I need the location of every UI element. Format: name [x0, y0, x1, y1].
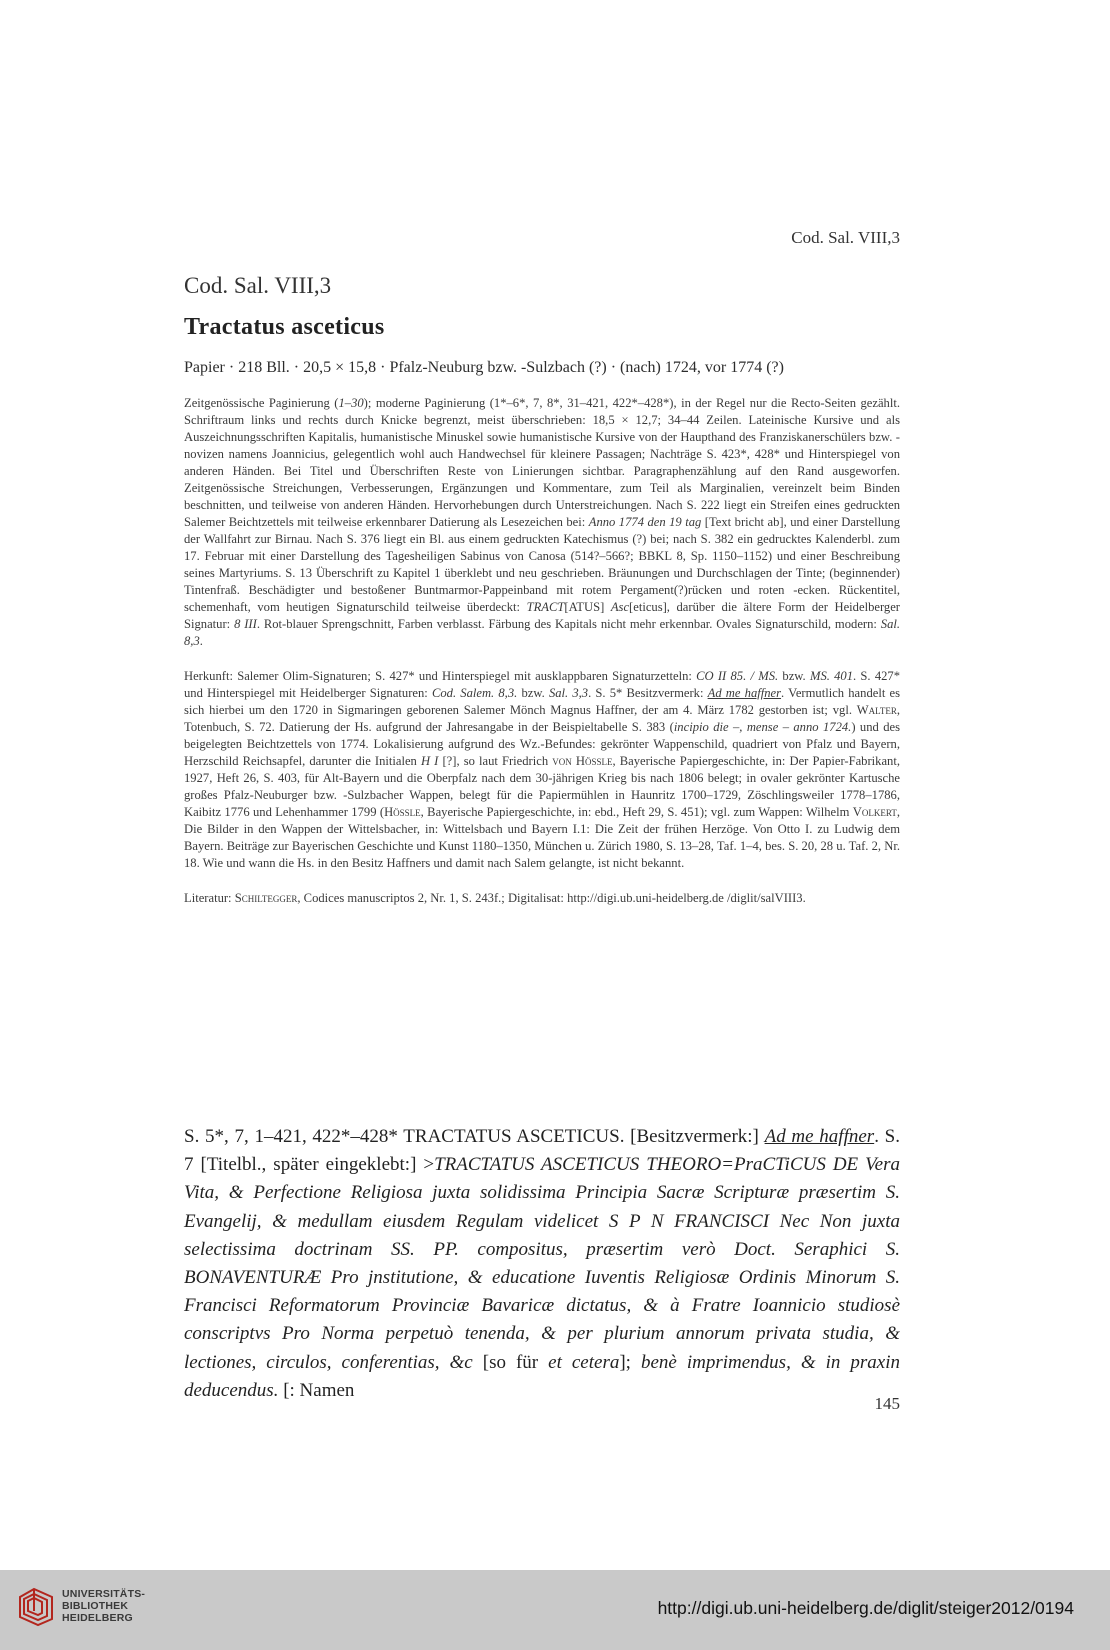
codicology-paragraph: Zeitgenössische Paginierung (1–30); moderne Paginierung (1*–6*, 7, 8*, 31–421, 422*–428*), in der Regel nur die Recto-Seiten gezählt. Schriftraum links und rechts durch Knicke begrenzt, meist überschrieben: 18,5 × 12,7; 34–44 Zeilen. Lateinische Kursive und als Auszeichnungsschriften Kapitalis, humanistische Minuskel sowie humanistische Kursive von der Haupthand des Franziskanerschülers bzw. -novizen namens Joannicius, gelegentlich wohl auch Handwechsel für kleinere Passagen; Nachträge S. 423*, 428* und Hinterspiegel von anderen Händen. Bei Titel und Überschriften Reste von Linierungen sichtbar. Paragraphenzählung auf den Rand ausgeworfen. Zeitgenössische Streichungen, Verbesserungen, Ergänzungen und Kommentare, zum Teil als Marginalien, vereinzelt beim Binden beschnitten, und teilweise von anderen Händen. Hervorhebungen durch Unterstreichungen. Nach S. 222 liegt ein Streifen eines gedruckten Salemer Beichtzettels mit teilweise erkennbarer Datierung als Lesezeichen bei: Anno 1774 den 19 tag [Text bricht ab], und einer Darstellung der Wallfahrt zur Birnau. Nach S. 376 liegt ein Bl. aus einem gedruckten Katechismus (?) bei; nach S. 382 ein gedrucktes Kalenderbl. zum 17. Februar mit einer Darstellung des Tagesheiligen Sabinus von Canosa (514?–566?; BBKL 8, Sp. 1150–1152) und einer Beschreibung seines Martyriums. S. 13 Überschrift zu Kapitel 1 überklebt und neu geschrieben. Bräunungen und Durchschlagen der Tinte; (beginnender) Tintenfraß. Beschädigter und bestoßener Buntmarmor-Pappeinband mit rotem Pergament(?)rücken und roten -ecken. Rückentitel, schemenhaft, vom heutigen Signaturschild teilweise überdeckt: TRACT[ATUS] Asc[eticus], darüber die ältere Form der Heidelberger Signatur: 8 III. Rot-blauer Sprengschnitt, Farben verblasst. Färbung des Kapitals nicht mehr erkennbar. Ovales Signaturschild, modern: Sal. 8,3. — [184, 396, 901, 648]
source-url[interactable]: http://digi.ub.uni-heidelberg.de/diglit/steiger2012/0194 — [657, 1598, 1074, 1618]
literature-paragraph: Literatur: Schiltegger, Codices manuscriptos 2, Nr. 1, S. 243f.; Digitalisat: http://digi.ub.uni-heidelberg.de /diglit/salVIII3. — [184, 891, 806, 905]
content-entry: S. 5*, 7, 1–421, 422*–428* TRACTATUS ASCETICUS. [Besitzvermerk:] Ad me haffner. S. 7 [Titelbl., später eingeklebt:] >TRACTATUS ASCETICUS THEORO=PraCTiCUS DE Vera Vita, & Perfectione Religiosa juxta solidissima Principia Sacræ Scripturæ præsertim S. Evangelij, & medullam eiusdem Regulam videlicet S P N FRANCISCI Nec Non juxta selectissima doctrinam SS. PP. compositus, præsertim verò Doct. Seraphici S. BONAVENTURÆ Pro jnstitutione, & educatione Iuventis Religiosæ Ordinis Minorum S. Francisci Reformatorum Provinciæ Bavaricæ dictatus, & à Fratre Ioannicio studiosè conscriptvs Pro Norma perpetuò tenenda, & per plurium annorum privata studia, & lectiones, circulos, conferentias, &c [so für et cetera]; benè imprimendus, & in praxin deducendus. [: Namen — [184, 1126, 901, 1401]
running-head: Cod. Sal. VIII,3 — [791, 228, 900, 247]
provenance-paragraph: Herkunft: Salemer Olim-Signaturen; S. 427* und Hinterspiegel mit ausklappbaren Signaturzetteln: CO II 85. / MS. bzw. MS. 401. S. 427* und Hinterspiegel mit Heidelberger Signaturen: Cod. Salem. 8,3. bzw. Sal. 3,3. S. 5* Besitzvermerk: Ad me haffner. Vermutlich handelt es sich hierbei um den 1720 in Sigmaringen geborenen Salemer Mönch Magnus Haffner, der am 4. März 1782 gestorben ist; vgl. Walter, Totenbuch, S. 72. Datierung der Hs. aufgrund der Jahresangabe in der Beispieltabelle S. 383 (incipio die –, mense – anno 1724.) und des beigelegten Beichtzettels von 1774. Lokalisierung aufgrund des Wz.-Befundes: gekrönter Wappenschild, quadriert von Pfalz und Bayern, Herzschild Reichsapfel, darunter die Initialen H I [?], so laut Friedrich von Hössle, Bayerische Papiergeschichte, in: Der Papier-Fabrikant, 1927, Heft 26, S. 403, für Alt-Bayern und die Oberpfalz nach dem 30-jährigen Krieg bis nach 1806 belegt; in ovaler gekrönter Kartusche großes Pfalz-Neuburger bzw. -Sulzbacher Wappen, belegt für die Papiermühlen in Haunritz 1700–1729, Zöschlingsweiler 1778–1786, Kaibitz 1776 und Lehenhammer 1799 (Hössle, Bayerische Papiergeschichte, in: ebd., Heft 29, S. 451); vgl. zum Wappen: Wilhelm Volkert, Die Bilder in den Wappen der Wittelsbacher, in: Wittelsbach und Bayern I.1: Die Zeit der frühen Herzöge. Von Otto I. zu Ludwig dem Bayern. Beiträge zur Bayerischen Geschichte und Kunst 1180–1350, München u. Zürich 1980, S. 13–28, Taf. 1–4, bes. S. 20, 28 u. Taf. 2, Nr. 18. Wie und wann die Hs. in den Besitz Haffners und damit nach Salem gelangte, ist nicht bekannt. — [184, 669, 901, 870]
description-section — [184, 395, 900, 907]
metadata-line: Papier · 218 Bll. · 20,5 × 15,8 · Pfalz-Neuburg bzw. -Sulzbach (?) · (nach) 1724, vor 1774 (?) — [184, 359, 784, 376]
library-logo-icon — [14, 1583, 58, 1627]
page-number: 145 — [874, 1394, 900, 1413]
library-name: UNIVERSITÄTS- BIBLIOTHEK HEIDELBERG — [62, 1588, 146, 1624]
title-block — [184, 270, 900, 380]
footer-bar — [0, 1570, 1110, 1650]
signature-heading: Cod. Sal. VIII,3 — [184, 273, 332, 298]
work-title: Tractatus asceticus — [184, 314, 385, 340]
